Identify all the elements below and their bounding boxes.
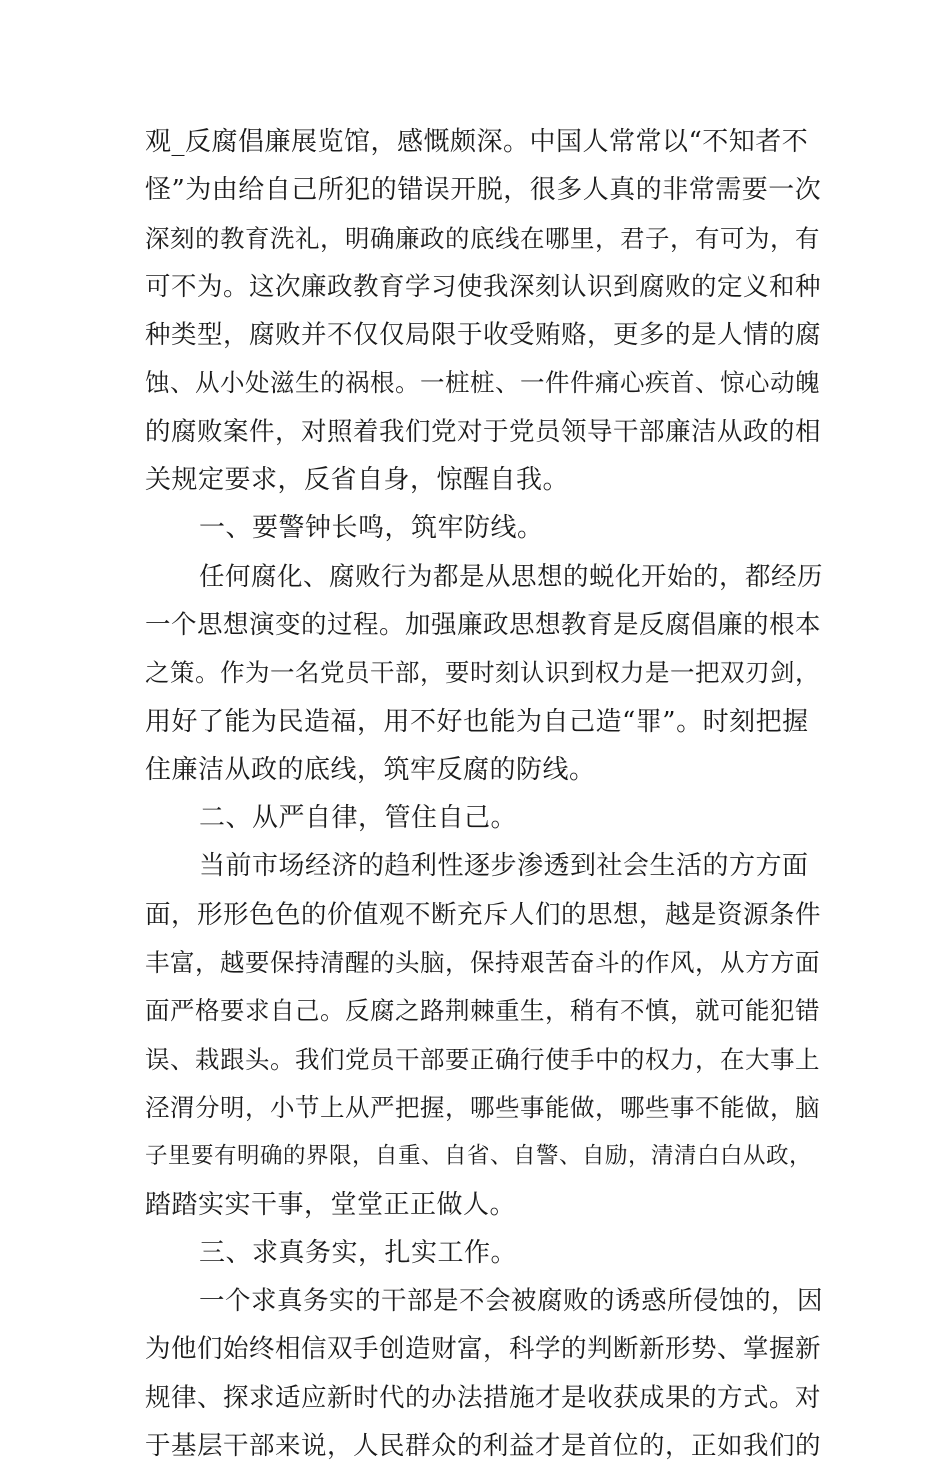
paragraph-line: 子里要有明确的界限，自重、自省、自警、自励，清清白白从政， bbox=[145, 1143, 813, 1170]
section-heading-2: 二、从严自律，管住自己。 bbox=[199, 803, 518, 834]
paragraph-line: 当前市场经济的趋利性逐步渗透到社会生活的方方面 bbox=[199, 851, 809, 882]
paragraph-line: 任何腐化、腐败行为都是从思想的蜕化开始的，都经历 bbox=[199, 561, 824, 592]
paragraph-line: 种类型，腐败并不仅仅局限于收受贿赂，更多的是人情的腐 bbox=[145, 320, 822, 351]
paragraph-line: 一个求真务实的干部是不会被腐败的诱惑所侵蚀的，因 bbox=[199, 1286, 824, 1317]
paragraph-line: 面严格要求自己。反腐之路荆棘重生，稍有不慎，就可能犯错 bbox=[145, 996, 820, 1026]
paragraph-line: 规律、探求适应新时代的办法措施才是收获成果的方式。对 bbox=[145, 1382, 822, 1413]
paragraph-line: 丰富，越要保持清醒的头脑，保持艰苦奋斗的作风，从方方面 bbox=[145, 948, 820, 978]
document-body bbox=[145, 118, 825, 1470]
paragraph-line: 蚀、从小处滋生的祸根。一桩桩、一件件痛心疾首、惊心动魄 bbox=[145, 368, 820, 398]
section-heading-1: 一、要警钟长鸣，筑牢防线。 bbox=[199, 513, 544, 544]
paragraph-line: 的腐败案件，对照着我们党对于党员领导干部廉洁从政的相 bbox=[145, 416, 822, 447]
paragraph-line: 关规定要求，反省自身，惊醒自我。 bbox=[145, 465, 570, 496]
paragraph-line: 用好了能为民造福，用不好也能为自己造“罪”。时刻把握 bbox=[145, 706, 809, 737]
paragraph-line: 住廉洁从政的底线，筑牢反腐的防线。 bbox=[145, 754, 596, 785]
paragraph-line: 深刻的教育洗礼，明确廉政的底线在哪里，君子，有可为，有 bbox=[145, 223, 820, 253]
paragraph-line: 泾渭分明，小节上从严把握，哪些事能做，哪些事不能做，脑 bbox=[145, 1092, 820, 1122]
paragraph-line: 为他们始终相信双手创造财富，科学的判断新形势、掌握新 bbox=[145, 1334, 822, 1365]
paragraph-line: 踏踏实实干事，堂堂正正做人。 bbox=[145, 1189, 517, 1220]
paragraph-line: 之策。作为一名党员干部，要时刻认识到权力是一把双刃剑， bbox=[145, 658, 820, 688]
paragraph-line: 怪”为由给自己所犯的错误开脱，很多人真的非常需要一次 bbox=[145, 175, 822, 206]
paragraph-line: 于基层干部来说，人民群众的利益才是首位的，正如我们的 bbox=[145, 1431, 822, 1462]
section-heading-3: 三、求真务实，扎实工作。 bbox=[199, 1237, 518, 1268]
paragraph-line: 可不为。这次廉政教育学习使我深刻认识到腐败的定义和种 bbox=[145, 271, 822, 302]
paragraph-line: 面，形形色色的价值观不断充斥人们的思想，越是资源条件 bbox=[145, 899, 822, 930]
paragraph-line: 误、栽跟头。我们党员干部要正确行使手中的权力，在大事上 bbox=[145, 1044, 820, 1074]
paragraph-line: 观_反腐倡廉展览馆，感慨颇深。中国人常常以“不知者不 bbox=[145, 127, 809, 157]
paragraph-line: 一个思想演变的过程。加强廉政思想教育是反腐倡廉的根本 bbox=[145, 609, 822, 640]
